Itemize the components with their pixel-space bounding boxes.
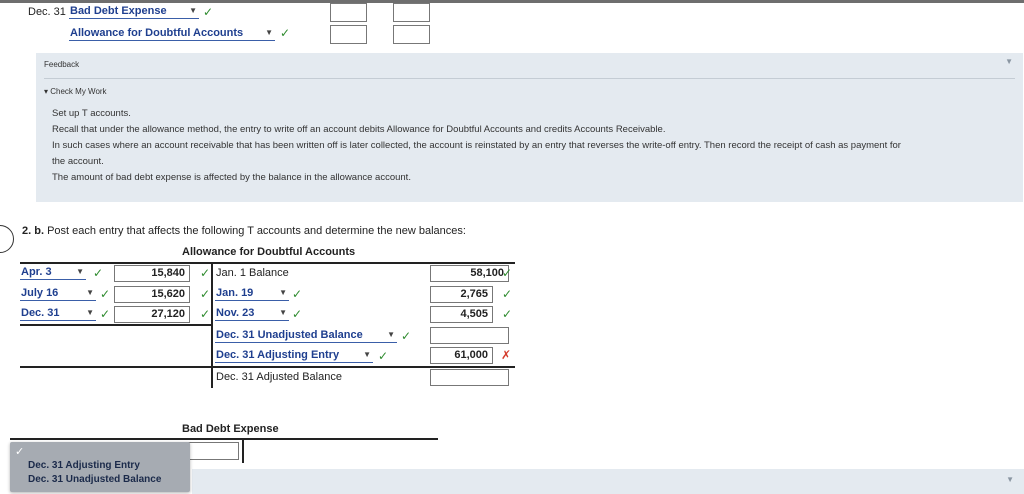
balance-line xyxy=(20,366,515,368)
check-icon: ✓ xyxy=(378,349,389,363)
debit-row-select[interactable] xyxy=(20,265,86,280)
debit-row-label: Dec. 31 xyxy=(21,307,60,319)
unadjusted-balance-select[interactable] xyxy=(215,328,397,343)
debit-amount-input[interactable]: 15,620 xyxy=(114,286,190,303)
check-icon: ✓ xyxy=(100,307,111,321)
check-icon: ✓ xyxy=(200,307,211,321)
feedback-line: Set up T accounts. xyxy=(52,108,131,119)
check-icon: ✓ xyxy=(292,307,303,321)
credit-amount-input[interactable]: 2,765 xyxy=(430,286,493,303)
dropdown-menu xyxy=(10,442,190,492)
check-icon: ✓ xyxy=(200,266,211,280)
chevron-down-icon: ▼ xyxy=(265,28,273,37)
debit-total-line xyxy=(20,324,212,326)
unadjusted-balance-input[interactable] xyxy=(430,327,509,344)
chevron-down-icon: ▼ xyxy=(279,288,287,297)
debit-row-select[interactable] xyxy=(20,286,96,301)
chevron-down-icon: ▼ xyxy=(363,350,371,359)
check-icon: ✓ xyxy=(200,287,211,301)
collapse-arrow-icon[interactable]: ▼ xyxy=(1006,475,1014,484)
t-account-top-line xyxy=(20,262,515,264)
chevron-down-icon: ▼ xyxy=(86,308,94,317)
feedback-line: Recall that under the allowance method, the entry to write off an account debits Allowance for Doubtful Accounts and credits Accounts Receivable. xyxy=(52,124,666,135)
check-icon: ✓ xyxy=(93,266,104,280)
debit-amount-input[interactable]: 27,120 xyxy=(114,306,190,323)
credit-row-label: Jan. 19 xyxy=(216,287,254,299)
check-icon: ✓ xyxy=(203,5,214,19)
dropdown-option[interactable]: Dec. 31 Adjusting Entry xyxy=(28,460,140,471)
bad-debt-divider xyxy=(242,438,244,463)
adjusted-balance-label: Dec. 31 Adjusted Balance xyxy=(216,371,342,383)
allowance-title: Allowance for Doubtful Accounts xyxy=(182,246,356,258)
chevron-down-icon: ▼ xyxy=(189,6,197,15)
check-icon: ✓ xyxy=(502,266,513,280)
question-label: 2. b. xyxy=(22,225,45,237)
feedback-divider xyxy=(44,78,1015,79)
adjusting-entry-label: Dec. 31 Adjusting Entry xyxy=(216,349,340,361)
credit-row-label: Jan. 1 Balance xyxy=(216,267,289,279)
feedback-line: the account. xyxy=(52,156,104,167)
check-icon: ✓ xyxy=(280,26,291,40)
credit-row-select[interactable] xyxy=(215,286,289,301)
chevron-down-icon: ▼ xyxy=(387,330,395,339)
debit-amount-input-2[interactable] xyxy=(393,3,430,22)
triangle-down-icon: ▾ xyxy=(44,87,49,96)
check-icon: ✓ xyxy=(100,287,111,301)
top-divider xyxy=(0,0,1024,3)
credit-amount-input-2[interactable] xyxy=(393,25,430,44)
adjusted-balance-input[interactable] xyxy=(430,369,509,386)
credit-row-label: Nov. 23 xyxy=(216,307,255,319)
credit-account-select[interactable] xyxy=(69,26,275,41)
feedback-panel-collapsed xyxy=(192,469,1024,494)
check-icon: ✓ xyxy=(502,307,513,321)
feedback-line: In such cases where an account receivable that has been written off is later collected, the account is reinstated by an entry that reverses the write-off entry. Then record the receipt of cash as payment for xyxy=(52,140,901,151)
feedback-line: The amount of bad debt expense is affected by the balance in the allowance account. xyxy=(52,172,411,183)
question-prompt xyxy=(22,225,466,237)
credit-row-select[interactable] xyxy=(215,306,289,321)
adjusting-entry-select[interactable] xyxy=(215,348,373,363)
debit-row-label: July 16 xyxy=(21,287,59,299)
bad-debt-debit-input[interactable] xyxy=(188,442,239,460)
selected-check-icon: ✓ xyxy=(15,446,25,458)
feedback-title: Feedback xyxy=(44,60,80,69)
collapse-arrow-icon[interactable]: ▼ xyxy=(1005,57,1013,66)
debit-account-label: Bad Debt Expense xyxy=(70,5,167,17)
debit-amount-input[interactable]: 15,840 xyxy=(114,265,190,282)
dropdown-option[interactable]: Dec. 31 Unadjusted Balance xyxy=(28,474,162,485)
debit-row-select[interactable] xyxy=(20,306,96,321)
bad-debt-top-line xyxy=(10,438,438,440)
check-icon: ✓ xyxy=(401,329,412,343)
adjusting-entry-input[interactable]: 61,000 xyxy=(430,347,493,364)
chevron-down-icon: ▼ xyxy=(76,267,84,276)
check-my-work-toggle[interactable] xyxy=(44,87,107,96)
debit-account-select[interactable] xyxy=(69,4,199,19)
bad-debt-title: Bad Debt Expense xyxy=(182,423,279,435)
incorrect-x-icon: ✗ xyxy=(501,348,512,362)
chevron-down-icon: ▼ xyxy=(279,308,287,317)
question-text: Post each entry that affects the following T accounts and determine the new balances: xyxy=(47,225,466,237)
unadjusted-balance-label: Dec. 31 Unadjusted Balance xyxy=(216,329,363,341)
debit-amount-input[interactable] xyxy=(330,3,367,22)
credit-amount-input[interactable] xyxy=(330,25,367,44)
debit-row-label: Apr. 3 xyxy=(21,266,52,278)
check-icon: ✓ xyxy=(502,287,513,301)
chevron-down-icon: ▼ xyxy=(86,288,94,297)
credit-account-label: Allowance for Doubtful Accounts xyxy=(70,27,244,39)
credit-amount-input[interactable]: 4,505 xyxy=(430,306,493,323)
journal-date: Dec. 31 xyxy=(28,6,66,18)
step-marker xyxy=(0,225,14,253)
check-icon: ✓ xyxy=(292,287,303,301)
credit-amount-input[interactable]: 58,100 xyxy=(430,265,509,282)
check-my-work-label: Check My Work xyxy=(50,87,107,96)
feedback-panel xyxy=(36,53,1023,202)
